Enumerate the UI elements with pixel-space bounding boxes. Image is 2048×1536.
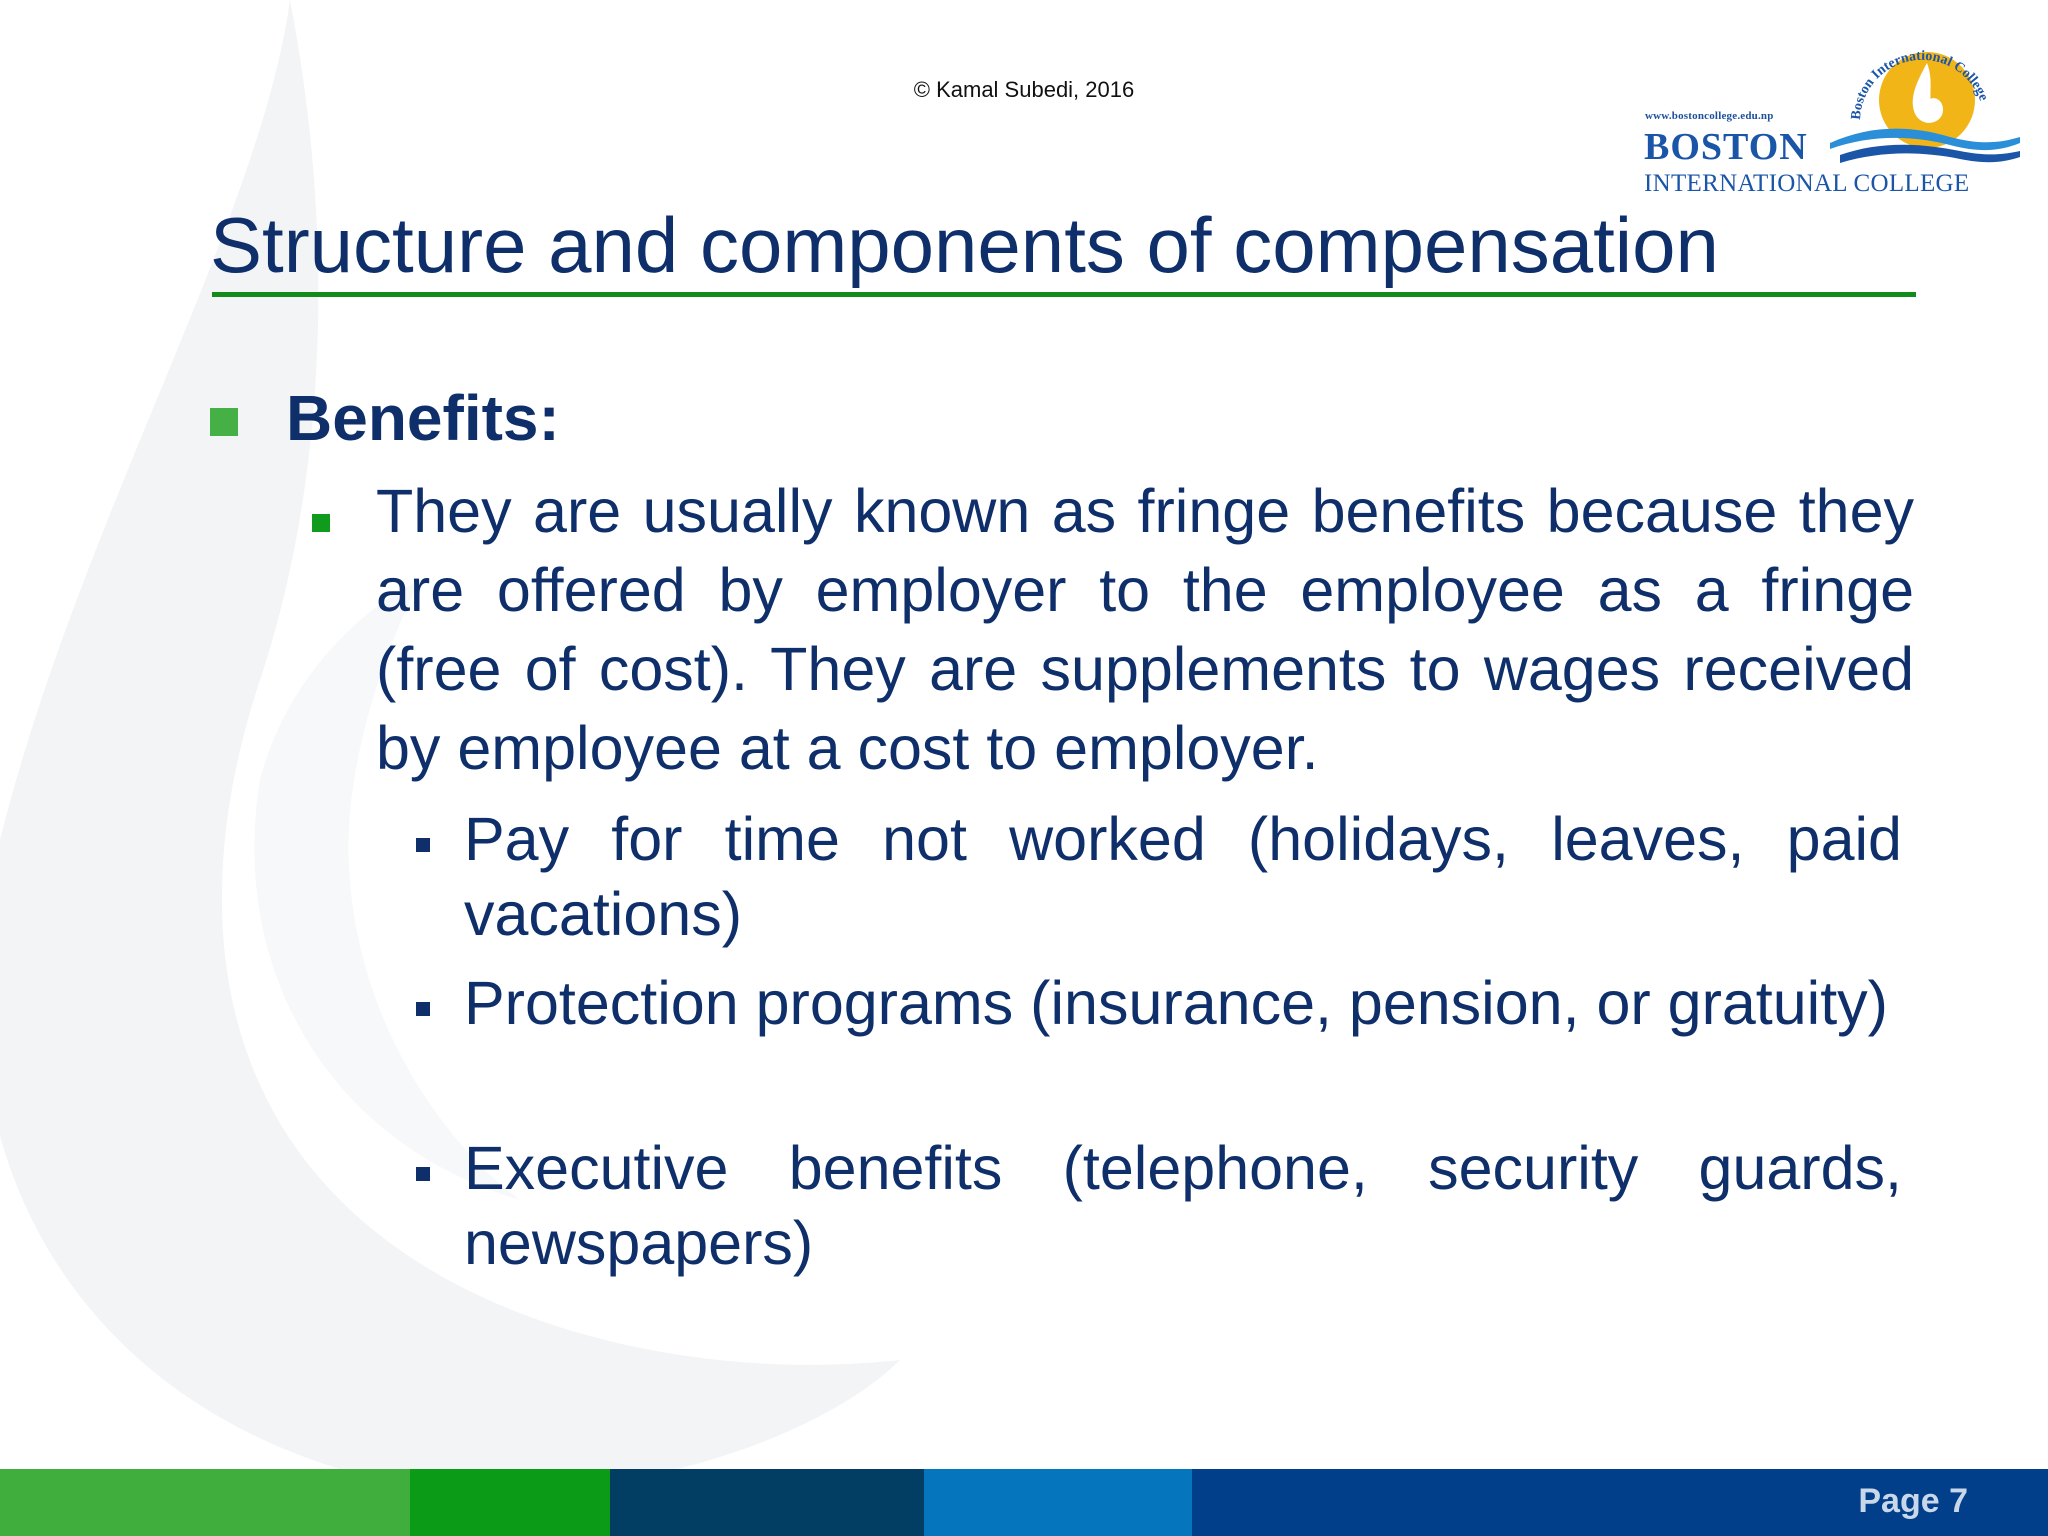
footer-segment: [924, 1469, 1192, 1536]
title-underline: [212, 292, 1916, 297]
logo-name-boston: BOSTON: [1644, 126, 1808, 168]
benefit-item-text: Protection programs (insurance, pension, or gratuity): [464, 969, 1888, 1037]
footer-segment: [410, 1469, 610, 1536]
benefit-item-text: Executive benefits (telephone, security guards, newspapers): [464, 1134, 1902, 1277]
square-bullet-icon: [416, 1167, 430, 1181]
footer-segment: [0, 1469, 410, 1536]
college-logo: [1640, 25, 2020, 205]
fringe-benefits-description: They are usually known as fringe benefits because they are offered by employer to the employee as a fringe (free of cost). They are supplements to wages received by employee at a cost to employer.: [376, 477, 1914, 782]
page-number: Page 7: [1858, 1482, 1968, 1520]
footer-color-bar: [0, 1469, 2048, 1536]
square-bullet-icon: [416, 838, 430, 852]
footer-segment: [610, 1469, 924, 1536]
square-bullet-icon: [312, 514, 330, 532]
college-emblem-icon: [1830, 25, 2020, 175]
logo-name-international: INTERNATIONAL COLLEGE: [1644, 170, 1970, 197]
copyright-notice: © Kamal Subedi, 2016: [913, 77, 1135, 102]
slide-title: Structure and components of compensation: [210, 201, 1719, 289]
logo-arc-text: Boston International College: [1848, 48, 1991, 121]
benefit-item-text: Pay for time not worked (holidays, leaves, paid vacations): [464, 805, 1902, 948]
logo-url: www.bostoncollege.edu.np: [1645, 110, 1774, 122]
benefits-heading: Benefits:: [286, 382, 560, 454]
square-bullet-icon: [210, 408, 238, 436]
square-bullet-icon: [416, 1002, 430, 1016]
